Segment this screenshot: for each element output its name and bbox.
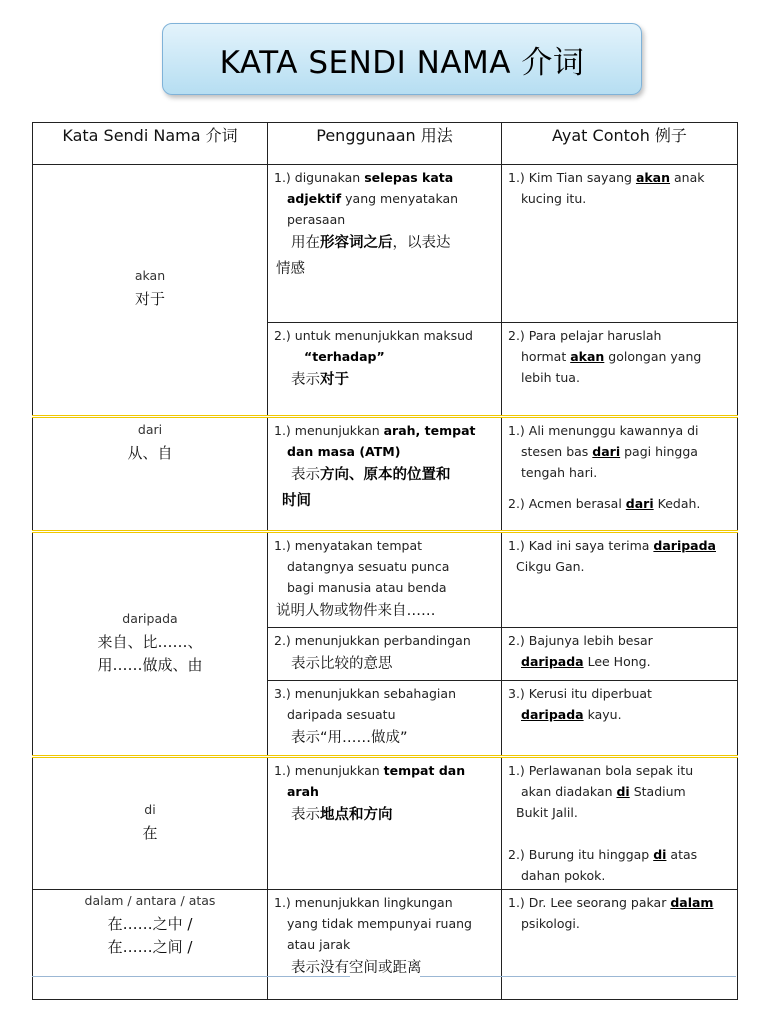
usage-zh-bold: 地点和方向: [320, 807, 393, 823]
usage-zh: 表示: [291, 807, 320, 823]
example-highlight: di: [616, 784, 630, 799]
example-text: kayu.: [583, 707, 622, 722]
example-text: 2.) Bajunya lebih besar: [508, 633, 653, 648]
title-banner: [162, 23, 642, 95]
usage-zh: 说明人物或物件来自……: [276, 603, 436, 619]
usage-zh-bold: 时间: [282, 493, 311, 509]
usage-zh: 表示: [291, 371, 320, 388]
example-text: 1.) Perlawanan bola sepak itu: [508, 763, 694, 778]
usage-cell: [268, 417, 502, 532]
example-text: 2.) Acmen berasal: [508, 496, 626, 511]
usage-cell: [268, 165, 502, 323]
page-title: KATA SENDI NAMA 介词: [219, 44, 585, 81]
usage-cell: [268, 532, 502, 628]
usage-text: 1.) menyatakan tempat: [274, 538, 423, 553]
usage-cell: [268, 322, 502, 416]
usage-bold: tempat dan: [383, 763, 466, 778]
usage-bold: “terhadap”: [304, 348, 385, 364]
word-daripada-zh1: 来自、比……、: [97, 632, 203, 651]
header-kata-sendi: Kata Sendi Nama 介词: [33, 123, 268, 165]
example-highlight: akan: [570, 348, 605, 364]
word-cell-daripada: [33, 532, 268, 757]
example-cell: [502, 417, 738, 532]
example-text: lebih tua.: [521, 369, 580, 385]
example-text: anak: [670, 170, 705, 185]
example-text: 2.) Para pelajar haruslah: [508, 327, 662, 343]
usage-text: atau jarak: [287, 937, 351, 952]
example-cell: [502, 322, 738, 416]
example-highlight: daripada: [521, 707, 584, 722]
usage-text: yang menyatakan: [341, 191, 459, 206]
preposition-table: [32, 122, 738, 1000]
header-ayat-contoh: Ayat Contoh 例子: [502, 123, 738, 165]
usage-text: 3.) menunjukkan sebahagian: [274, 686, 456, 701]
word-akan: akan: [134, 268, 166, 284]
example-text: 1.) Kad ini saya terima: [508, 538, 654, 553]
table-header-row: [33, 123, 738, 165]
example-text: stesen bas: [521, 444, 593, 459]
usage-bold: arah, tempat: [383, 423, 476, 438]
example-highlight: akan: [635, 170, 671, 185]
table-row: [33, 417, 738, 532]
example-text: 1.) Dr. Lee seorang pakar: [508, 895, 671, 910]
example-highlight: di: [653, 847, 667, 862]
example-text: Bukit Jalil.: [516, 805, 578, 820]
usage-text: daripada sesuatu: [287, 707, 396, 722]
example-highlight: daripada: [521, 654, 584, 669]
usage-text: 1.) menunjukkan lingkungan: [274, 895, 453, 910]
example-text: akan diadakan: [521, 784, 617, 799]
usage-zh: 表示“用……做成”: [291, 730, 408, 746]
example-text: Stadium: [629, 784, 686, 799]
example-highlight: dari: [625, 496, 654, 511]
example-text: 1.) Kim Tian sayang: [508, 170, 636, 185]
example-text: Lee Hong.: [583, 654, 651, 669]
usage-bold: selepas kata: [364, 170, 454, 185]
example-text: Kedah.: [653, 496, 701, 511]
usage-text: 2.) untuk menunjukkan maksud: [274, 327, 473, 343]
header-penggunaan: Penggunaan 用法: [268, 123, 502, 165]
word-dari: dari: [137, 422, 163, 437]
example-highlight: dari: [592, 444, 621, 459]
usage-text: datangnya sesuatu punca: [287, 559, 450, 574]
example-cell: [502, 532, 738, 628]
word-di-zh: 在: [142, 823, 158, 842]
usage-zh: 表示: [291, 467, 320, 483]
usage-zh: 表示比较的意思: [291, 656, 393, 672]
example-text: Cikgu Gan.: [516, 559, 585, 574]
word-cell-di: [33, 757, 268, 890]
usage-bold: arah: [287, 784, 319, 799]
example-highlight: daripada: [653, 538, 716, 553]
usage-bold: adjektif: [287, 191, 342, 206]
example-text: hormat: [521, 348, 571, 364]
footer-divider-left: [32, 976, 350, 977]
example-text: 1.) Ali menunggu kawannya di: [508, 423, 699, 438]
table-row: [33, 890, 738, 1000]
example-text: 3.) Kerusi itu diperbuat: [508, 686, 652, 701]
usage-zh: ，以表达: [392, 235, 451, 251]
usage-cell: [268, 757, 502, 890]
usage-text: bagi manusia atau benda: [287, 580, 447, 595]
usage-zh-bold: 方向、原本的位置和: [320, 467, 451, 483]
usage-text: 1.) menunjukkan: [274, 763, 384, 778]
word-di: di: [144, 801, 156, 817]
word-dalam-zh1: 在……之中 /: [107, 915, 193, 933]
word-dalam: dalam / antara / atas: [84, 893, 216, 908]
table-row: [33, 165, 738, 323]
example-text: kucing itu.: [521, 191, 587, 206]
usage-zh-bold: 形容词之后: [320, 235, 393, 251]
usage-cell: [268, 628, 502, 681]
word-cell-dalam: [33, 890, 268, 1000]
usage-text: perasaan: [287, 212, 346, 227]
usage-cell: [268, 890, 502, 1000]
usage-cell: [268, 681, 502, 757]
usage-text: 1.) menunjukkan: [274, 423, 384, 438]
table-row: [33, 757, 738, 890]
table-row: [33, 532, 738, 628]
usage-text: 2.) menunjukkan perbandingan: [274, 633, 471, 648]
example-text: dahan pokok.: [521, 868, 606, 883]
example-text: psikologi.: [521, 916, 580, 931]
footer-divider-right: [420, 976, 736, 977]
usage-zh-bold: 对于: [320, 371, 349, 388]
word-cell-akan: [33, 165, 268, 417]
example-highlight: dalam: [670, 895, 714, 910]
usage-text: 1.) digunakan: [274, 170, 365, 185]
word-dalam-zh2: 在……之间 /: [107, 938, 193, 957]
word-akan-zh: 对于: [134, 290, 165, 309]
word-daripada: daripada: [122, 610, 178, 626]
example-text: atas: [666, 847, 698, 862]
usage-text: yang tidak mempunyai ruang: [287, 916, 472, 931]
example-text: 2.) Burung itu hinggap: [508, 847, 654, 862]
word-daripada-zh2: 用……做成、由: [97, 656, 203, 674]
example-cell: [502, 890, 738, 1000]
usage-zh: 情感: [276, 261, 305, 277]
usage-bold: dan masa (ATM): [287, 444, 401, 459]
example-text: tengah hari.: [521, 465, 598, 480]
example-cell: [502, 757, 738, 890]
example-cell: [502, 628, 738, 681]
example-cell: [502, 165, 738, 323]
usage-zh: 用在: [291, 235, 320, 251]
word-cell-dari: [33, 417, 268, 532]
example-text: pagi hingga: [620, 444, 698, 459]
usage-zh: 表示没有空间或距离: [291, 960, 422, 976]
example-text: golongan yang: [604, 348, 702, 364]
example-cell: [502, 681, 738, 757]
word-dari-zh: 从、自: [127, 444, 173, 462]
